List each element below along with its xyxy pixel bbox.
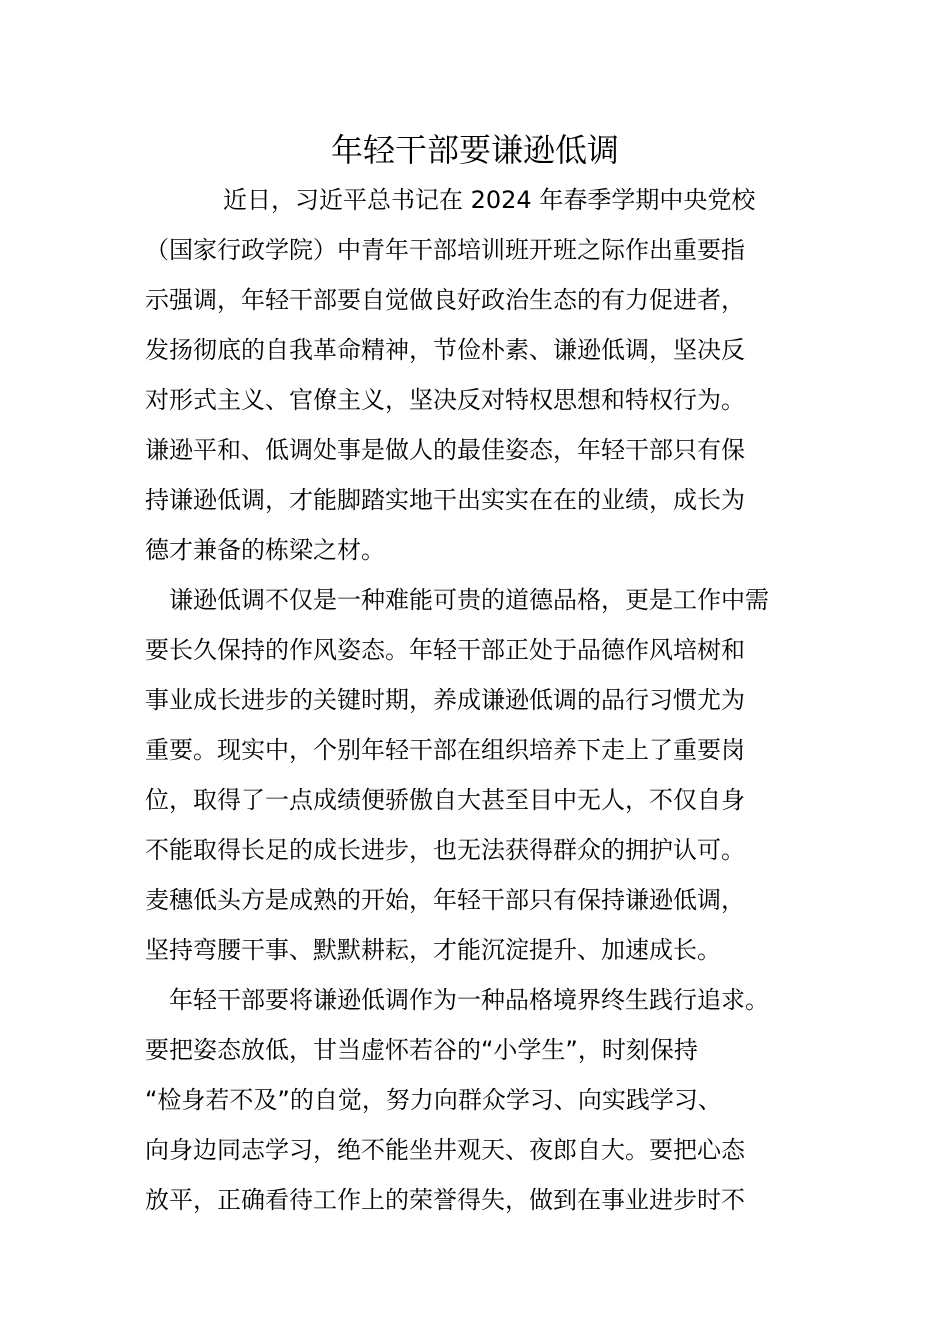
text-line: 持谦逊低调，才能脚踏实地干出实实在在的业绩，成长为 — [145, 486, 745, 514]
text-line: 发扬彻底的自我革命精神，节俭朴素、谦逊低调，坚决反 — [145, 336, 745, 364]
text-line: 放平，正确看待工作上的荣誉得失，做到在事业进步时不 — [145, 1186, 745, 1214]
text-line: 示强调，年轻干部要自觉做良好政治生态的有力促进者， — [145, 286, 745, 314]
text-line: 谦逊低调不仅是一种难能可贵的道德品格，更是工作中需 — [169, 586, 769, 614]
text-line: 位，取得了一点成绩便骄傲自大甚至目中无人，不仅自身 — [145, 786, 745, 814]
text-line: “检身若不及”的自觉，努力向群众学习、向实践学习、 — [145, 1086, 722, 1114]
document-title: 年轻干部要谦逊低调 — [330, 131, 619, 169]
text-line: 谦逊平和、低调处事是做人的最佳姿态，年轻干部只有保 — [145, 436, 745, 464]
text-line: 向身边同志学习，绝不能坐井观天、夜郎自大。要把心态 — [145, 1136, 745, 1164]
text-line: 事业成长进步的关键时期，养成谦逊低调的品行习惯尤为 — [145, 686, 745, 714]
text-line: 不能取得长足的成长进步，也无法获得群众的拥护认可。 — [145, 836, 745, 864]
text-line: 坚持弯腰干事、默默耕耘，才能沉淀提升、加速成长。 — [145, 936, 721, 964]
text-line: 近日，习近平总书记在 2024 年春季学期中央党校 — [223, 186, 756, 214]
text-line: 德才兼备的栋梁之材。 — [145, 536, 385, 564]
text-line: 要长久保持的作风姿态。年轻干部正处于品德作风培树和 — [145, 636, 745, 664]
text-line: 对形式主义、官僚主义，坚决反对特权思想和特权行为。 — [145, 386, 745, 414]
text-line: 要把姿态放低，甘当虚怀若谷的“小学生”，时刻保持 — [145, 1036, 698, 1064]
text-line: 重要。现实中，个别年轻干部在组织培养下走上了重要岗 — [145, 736, 745, 764]
text-line: 麦穗低头方是成熟的开始，年轻干部只有保持谦逊低调， — [145, 886, 745, 914]
text-line: 年轻干部要将谦逊低调作为一种品格境界终生践行追求。 — [169, 986, 769, 1014]
text-line: （国家行政学院）中青年干部培训班开班之际作出重要指 — [145, 236, 745, 264]
